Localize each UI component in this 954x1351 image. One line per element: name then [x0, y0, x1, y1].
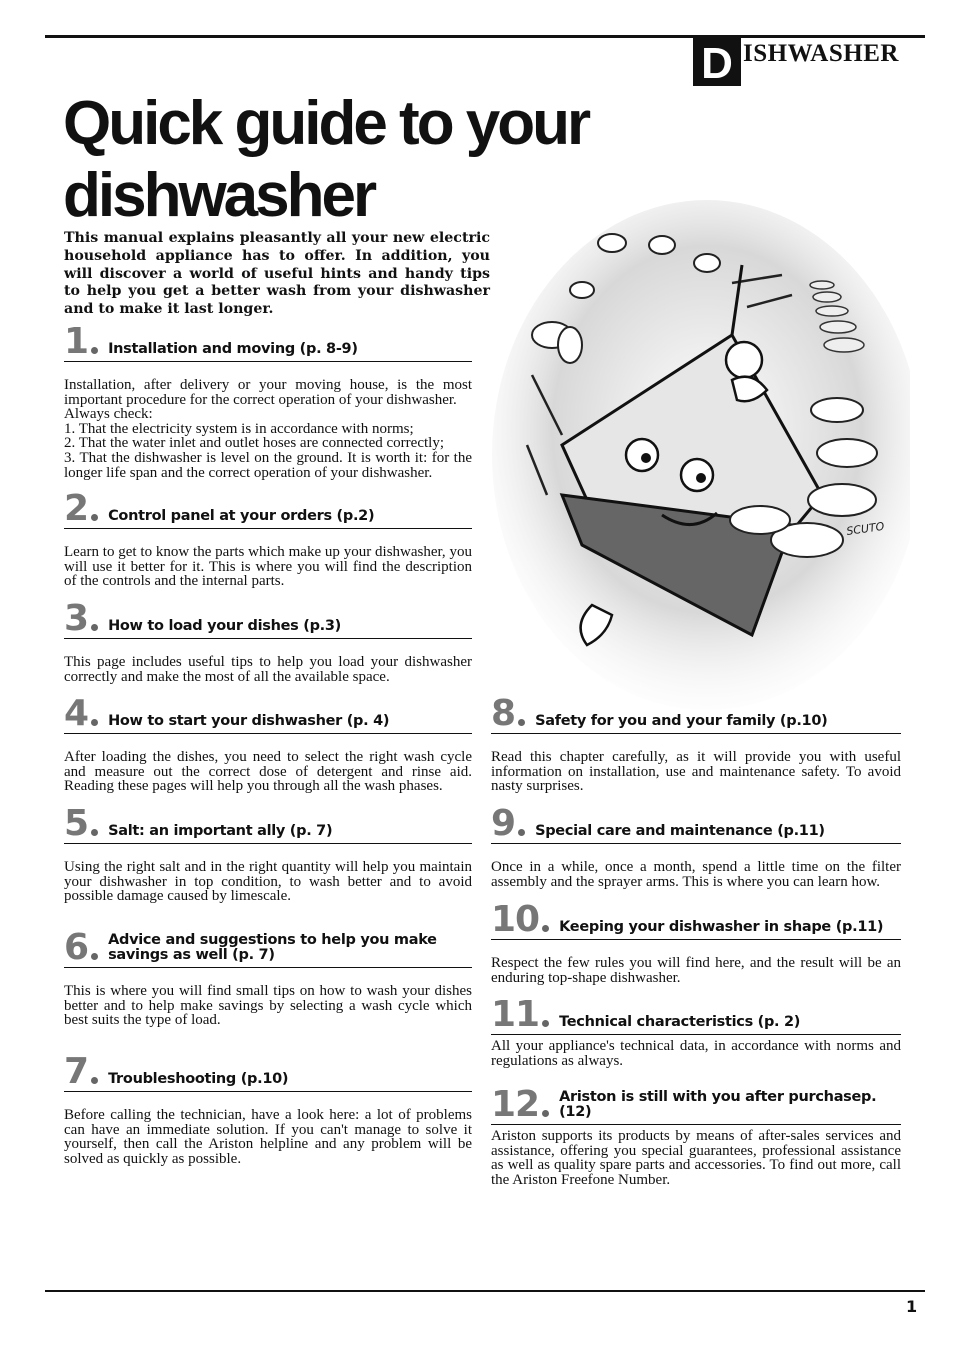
item-4-title: How to start your dishwasher (p. 4) [108, 713, 390, 729]
item-1-body [64, 378, 472, 480]
item-12-heading [491, 1084, 901, 1125]
bullet-dot-icon [518, 719, 525, 726]
bullet-dot-icon [518, 829, 525, 836]
item-10-number: 10 [491, 899, 540, 940]
item-3-heading [64, 598, 472, 639]
item-5-body: Using the right salt and in the right quantity will help you maintain your dishwasher in top condition, to wash better and to avoid possible damage caused by limescale. [64, 859, 472, 905]
item-10-title: Keeping your dishwasher in shape (p.11) [559, 919, 884, 935]
item-2-number: 2 [64, 488, 89, 529]
item-4 [64, 693, 472, 795]
item-1-line: 2. That the water inlet and outlet hoses are connected correctly; [64, 435, 444, 452]
item-12-title: Ariston is still with you after purchasep.(12) [559, 1089, 877, 1120]
section-tag-word: ISHWASHER [743, 40, 899, 67]
item-12-number: 12 [491, 1084, 540, 1125]
item-11-body: All your appliance's technical data, in accordance with norms and regulations as always. [491, 1038, 901, 1069]
item-10-heading [491, 899, 901, 940]
item-3-body: This page includes useful tips to help you load your dishwasher correctly and make the most of all the available space. [64, 654, 472, 685]
item-5-title: Salt: an important ally (p. 7) [108, 823, 333, 839]
bullet-dot-icon [91, 829, 98, 836]
item-10-body: Respect the few rules you will find here, and the result will be an enduring top-shape dishwasher. [491, 955, 901, 986]
item-9 [491, 803, 901, 890]
item-6-title: Advice and suggestions to help you make savings as well (p. 7) [108, 932, 437, 963]
section-tag [693, 38, 899, 86]
item-11 [491, 994, 901, 1069]
bullet-dot-icon [91, 953, 98, 960]
item-2-body: Learn to get to know the parts which make up your dishwasher, you will use it better for it. This is where you will find the description of the controls and the internal parts. [64, 544, 472, 590]
item-8-title: Safety for you and your family (p.10) [535, 713, 828, 729]
section-tag-letter: D [693, 38, 741, 86]
item-1-line: 1. That the electricity system is in accordance with norms; [64, 420, 414, 437]
bullet-dot-icon [542, 925, 549, 932]
bullet-dot-icon [542, 1020, 549, 1027]
item-9-heading [491, 803, 901, 844]
item-6-heading [64, 927, 472, 968]
bottom-rule [45, 1290, 925, 1292]
item-11-title: Technical characteristics (p. 2) [559, 1014, 801, 1030]
item-1 [64, 321, 472, 481]
item-3-title: How to load your dishes (p.3) [108, 618, 341, 634]
item-8-body: Read this chapter carefully, as it will provide you with useful information on installation, use and maintenance safety. To avoid nasty surprises. [491, 749, 901, 795]
item-2-heading [64, 488, 472, 529]
item-2 [64, 488, 472, 590]
item-10 [491, 899, 901, 986]
item-1-line: 3. That the dishwasher is level on the ground. It is worth it: for the longer life span and the correct operation of your dishwasher. [64, 449, 472, 481]
item-1-number: 1 [64, 321, 89, 362]
bullet-dot-icon [91, 514, 98, 521]
item-7-number: 7 [64, 1051, 89, 1092]
item-12 [491, 1084, 901, 1188]
intro-paragraph: This manual explains pleasantly all your new electric household appliance has to offer. In addition, you will discover a world of useful hints and handy tips to help you get a better wash from your dishwasher and to make it last longer. [64, 230, 490, 318]
item-9-title: Special care and maintenance (p.11) [535, 823, 825, 839]
item-4-heading [64, 693, 472, 734]
item-3-number: 3 [64, 598, 89, 639]
item-5-heading [64, 803, 472, 844]
bullet-dot-icon [91, 347, 98, 354]
item-8 [491, 693, 901, 795]
bullet-dot-icon [542, 1110, 549, 1117]
item-1-heading [64, 321, 472, 362]
item-8-number: 8 [491, 693, 516, 734]
item-4-body: After loading the dishes, you need to select the right wash cycle and measure out the correct dose of detergent and rinse aid. Reading these pages will help you through all the wash phases. [64, 749, 472, 795]
item-2-title: Control panel at your orders (p.2) [108, 508, 375, 524]
item-5-number: 5 [64, 803, 89, 844]
item-8-heading [491, 693, 901, 734]
illustration-signature: SCUTO [845, 519, 886, 538]
item-5 [64, 803, 472, 905]
item-4-number: 4 [64, 693, 89, 734]
item-6-number: 6 [64, 927, 89, 968]
bullet-dot-icon [91, 1077, 98, 1084]
item-9-number: 9 [491, 803, 516, 844]
item-7-title: Troubleshooting (p.10) [108, 1071, 289, 1087]
item-3 [64, 598, 472, 685]
page-number: 1 [906, 1297, 918, 1316]
item-12-body: Ariston supports its products by means of after-sales services and assistance, offering you special guarantees, professional assistance as well as quality spare parts and accessories. To find out more, call the Ariston Freefone Number. [491, 1128, 901, 1188]
page-title: Quick guide to your dishwasher [63, 89, 589, 230]
item-9-body: Once in a while, once a month, spend a little time on the filter assembly and the sprayer arms. This is where you can learn how. [491, 859, 901, 890]
dishwasher-illustration [492, 195, 910, 710]
item-1-line: Always check: [64, 406, 153, 423]
item-6 [64, 927, 472, 1029]
item-7-body: Before calling the technician, have a look here: a lot of problems can have an immediate solution. If you can't manage to solve it yourself, then call the Ariston helpline and any problem will be solved as quickly as possible. [64, 1107, 472, 1167]
item-1-title: Installation and moving (p. 8-9) [108, 341, 358, 357]
bullet-dot-icon [91, 624, 98, 631]
item-7-heading [64, 1051, 472, 1092]
bullet-dot-icon [91, 719, 98, 726]
item-6-body: This is where you will find small tips on how to wash your dishes better and to help make savings by selecting a wash cycle which best suits the type of load. [64, 983, 472, 1029]
item-7 [64, 1051, 472, 1167]
item-11-number: 11 [491, 994, 540, 1035]
item-1-line: Installation, after delivery or your moving house, is the most important procedure for the correct operation of your dishwasher. [64, 377, 472, 408]
item-11-heading [491, 994, 901, 1035]
